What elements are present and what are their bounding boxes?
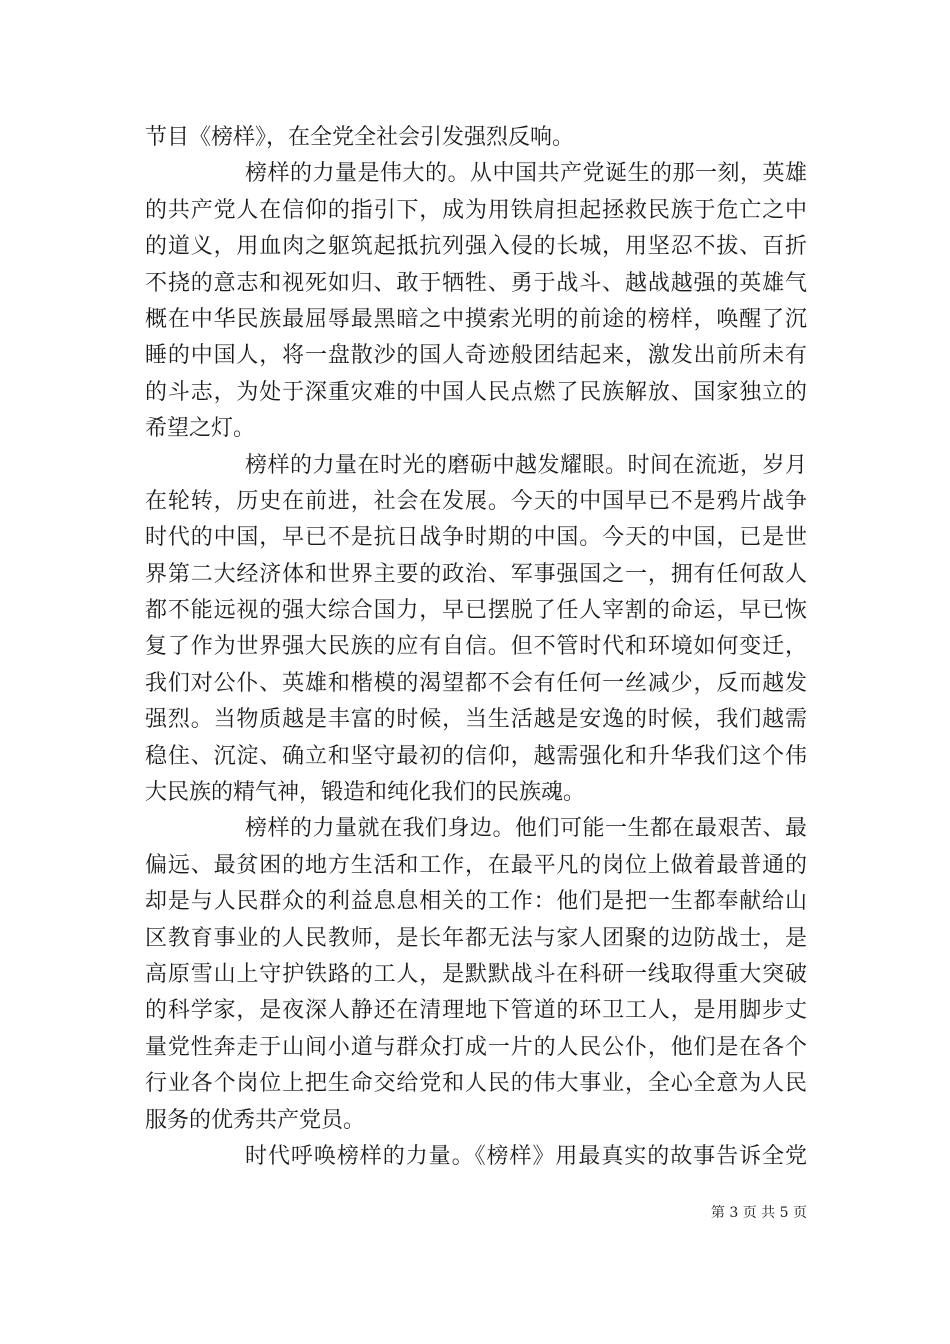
text-line: 希望之灯。 bbox=[145, 416, 256, 442]
text-line: 界第二大经济体和世界主要的政治、军事强国之一，拥有任何敌人 bbox=[145, 561, 807, 587]
text-line: 偏远、最贫困的地方生活和工作，在最平凡的岗位上做着最普通的 bbox=[145, 852, 807, 878]
text-line: 的道义，用血肉之躯筑起抵抗列强入侵的长城，用坚忍不拔、百折 bbox=[145, 234, 807, 260]
text-line: 区教育事业的人民教师，是长年都无法与家人团聚的边防战士，是 bbox=[145, 925, 807, 951]
paragraph-first-line: 榜样的力量是伟大的。从中国共产党诞生的那一刻，英雄 bbox=[245, 161, 807, 187]
text-line: 在轮转，历史在前进，社会在发展。今天的中国早已不是鸦片战争 bbox=[145, 488, 807, 514]
text-line: 睡的中国人，将一盘散沙的国人奇迹般团结起来，激发出前所未有 bbox=[145, 343, 807, 369]
text-line: 时代的中国，早已不是抗日战争时期的中国。今天的中国，已是世 bbox=[145, 525, 807, 551]
text-line: 概在中华民族最屈辱最黑暗之中摸索光明的前途的榜样，唤醒了沉 bbox=[145, 306, 807, 332]
text-line: 的共产党人在信仰的指引下，成为用铁肩担起拯救民族于危亡之中 bbox=[145, 197, 807, 223]
body-text bbox=[145, 120, 807, 1175]
text-line: 的斗志，为处于深重灾难的中国人民点燃了民族解放、国家独立的 bbox=[145, 379, 807, 405]
text-line: 不挠的意志和视死如归、敢于牺牲、勇于战斗、越战越强的英雄气 bbox=[145, 270, 807, 296]
text-line: 复了作为世界强大民族的应有自信。但不管时代和环境如何变迁， bbox=[145, 634, 807, 660]
text-line: 行业各个岗位上把生命交给党和人民的伟大事业，全心全意为人民 bbox=[145, 1071, 807, 1097]
text-line: 都不能远视的强大综合国力，早已摆脱了任人宰割的命运，早已恢 bbox=[145, 598, 807, 624]
page-number-footer: 第 3 页 共 5 页 bbox=[710, 1205, 807, 1221]
paragraph-first-line: 榜样的力量在时光的磨砺中越发耀眼。时间在流逝，岁月 bbox=[245, 452, 807, 478]
text-line: 我们对公仆、英雄和楷模的渴望都不会有任何一丝减少，反而越发 bbox=[145, 670, 807, 696]
text-line: 却是与人民群众的利益息息相关的工作：他们是把一生都奉献给山 bbox=[145, 889, 807, 915]
text-line: 服务的优秀共产党员。 bbox=[145, 1107, 366, 1133]
paragraph-first-line: 时代呼唤榜样的力量。《榜样》用最真实的故事告诉全党 bbox=[245, 1143, 807, 1169]
paragraph-first-line: 榜样的力量就在我们身边。他们可能一生都在最艰苦、最 bbox=[245, 816, 807, 842]
text-line: 的科学家，是夜深人静还在清理地下管道的环卫工人，是用脚步丈 bbox=[145, 998, 807, 1024]
text-line: 强烈。当物质越是丰富的时候，当生活越是安逸的时候，我们越需 bbox=[145, 707, 807, 733]
text-line: 高原雪山上守护铁路的工人，是默默战斗在科研一线取得重大突破 bbox=[145, 961, 807, 987]
text-line: 大民族的精气神，锻造和纯化我们的民族魂。 bbox=[145, 780, 586, 806]
text-line: 节目《榜样》，在全党全社会引发强烈反响。 bbox=[145, 125, 575, 150]
text-line: 量党性奔走于山间小道与群众打成一片的人民公仆，他们是在各个 bbox=[145, 1034, 807, 1060]
text-line: 稳住、沉淀、确立和坚守最初的信仰，越需强化和升华我们这个伟 bbox=[145, 743, 807, 769]
